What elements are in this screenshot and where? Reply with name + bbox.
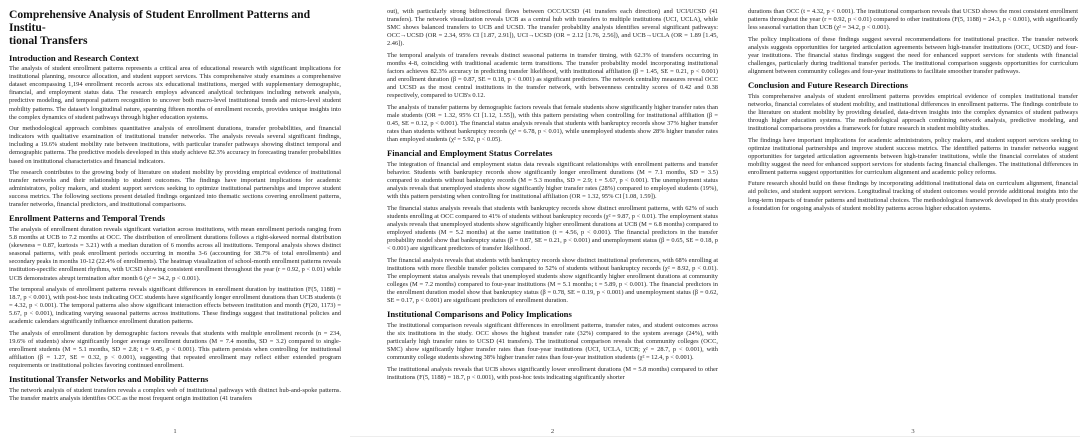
paragraph: out), with particularly strong bidirectional flows between OCC/UCSD (41 transfers each direction) and UCI/UCSD (41 transfers). The network visualization reveals UCB as a central hub with transfers to multiple institutions (UCI, UCLA), while SMC shows balanced transfers to UCB and UCSD. The transfer probability analysis identifies several significant pathways: OCC→UCSD (OR = 2.34, 95% CI [1.87, 2.91]), UCI→UCSD (OR = 2.12 [1.76, 2.56]), and UCB→UCLA (OR = 1.89 [1.45, 2.46]). (387, 8, 718, 48)
page-3 (748, 0, 1078, 439)
paragraph: The research contributes to the growing body of literature on student mobility by providing empirical evidence of institutional transfer networks and their relationship to student outcomes. The findings have important implications for academic administrators, policy makers, and student support services seeking to optimize institutional partnerships and improve student success metrics. The following sections present detailed findings organized into thematic sections covering enrollment patterns, transfer networks, financial predictors, and institutional comparisons. (9, 169, 341, 209)
page-bottom-edge (350, 436, 1080, 437)
page-number-1: 1 (173, 428, 177, 435)
section-heading-introduction: Introduction and Research Context (9, 52, 139, 63)
paragraph: The findings have important implications for academic administrators, policy makers, and student support services seeking to optimize institutional partnerships and improve student success metrics. The identified patterns in transfer networks suggest opportunities for targeted articulation agreements between high-transfer institutions, while the financial correlates of student mobility suggest the need for enhanced support services for students facing financial challenges. The institutional differences in enrollment patterns suggest opportunities for curriculum alignment and academic policy reforms. (748, 136, 1078, 176)
page-number-3: 3 (911, 428, 915, 435)
paragraph: The analysis of enrollment duration by demographic factors reveals that students with multiple enrollment records (n = 234, 19.6% of students) show significantly longer average enrollment durations (M = 7.4 months, SD = 3.2) compared to single-enrollment students (M = 5.1 months, SD = 2.8; t = 9.45, p < 0.001). This pattern persists when controlling for institutional affiliation (β = 1.27, SE = 0.32, p < 0.001), suggesting that repeated enrollment may reflect either extended program requirements or institutional policies favoring continued enrollment. (9, 329, 341, 370)
section-heading-conclusion: Conclusion and Future Research Directions (748, 80, 908, 91)
paragraph: The institutional comparison reveals significant differences in enrollment patterns, transfer rates, and student outcomes across the six institutions in the study. OCC shows the highest transfer rate (32%) compared to the system average (24%), with particularly high transfer rates to UCSD (41 transfers). The institutional comparison reveals that community colleges (OCC, SMC) show significantly higher transfer rates than four-year institutions (UCI, UCLA, UCB; χ² = 28.7, p < 0.001), with community college students showing 38% higher transfer rates than four-year institution students (χ² = 12.4, p < 0.001). (387, 321, 718, 362)
paragraph: The network analysis of student transfers reveals a complex web of institutional pathways with distinct hub-and-spoke patterns. The transfer matrix analysis identifies OCC as the most frequent origin institution (41 transfers (9, 386, 341, 402)
paragraph: The financial analysis reveals that students with bankruptcy records show distinct institutional preferences, with 68% enrolling at institutions with more flexible transfer policies compared to 52% of students without bankruptcy records (χ² = 8.92, p < 0.01). The employment status analysis reveals that unemployed students show significantly higher enrollment durations at community colleges (M = 7.2 months) compared to four-year institutions (M = 5.1 months; t = 5.89, p < 0.001). The financial predictors in the enrollment duration model show that bankruptcy status (β = 0.78, SE = 0.19, p < 0.001) and unemployment status (β = 0.62, SE = 0.17, p < 0.001) are significant predictors of enrollment duration. (387, 256, 718, 305)
document-title-line-2: tional Transfers (9, 34, 88, 48)
paragraph: This comprehensive analysis of student enrollment patterns provides empirical evidence of complex institutional transfer networks, financial correlates of student mobility, and institutional differences in enrollment patterns. The findings contribute to the literature on student mobility by providing detailed, data-driven insights into the complex dynamics of student pathways through higher education systems. The methodological approach combining network analysis, predictive modeling, and institutional comparisons provides a framework for future research in student mobility studies. (748, 92, 1078, 133)
paragraph: The financial status analysis reveals that students with bankruptcy records show distinct enrollment patterns, with 62% of such students enrolling at OCC compared to 41% of students without bankruptcy records (χ² = 9.87, p < 0.01). The employment status analysis reveals that unemployed students show significantly higher enrollment durations at UCB (M = 6.8 months) compared to employed students (M = 5.2 months) at the same institution (t = 4.56, p < 0.001). The financial predictors in the transfer probability model show that bankruptcy status (β = 0.87, SE = 0.21, p < 0.001) and unemployment status (β = 0.65, SE = 0.18, p < 0.001) are significant predictors of transfer likelihood. (387, 204, 718, 253)
section-heading-transfer-networks: Institutional Transfer Networks and Mobility Patterns (9, 374, 209, 385)
paragraph: The analysis of transfer patterns by demographic factors reveals that female students show significantly higher transfer rates than male students (OR = 1.32, 95% CI [1.12, 1.55]), with this pattern persisting when controlling for institutional affiliation (β = 0.45, SE = 0.12, p < 0.001). The financial status analysis reveals that students with bankruptcy records show 37% higher transfer rates than students without bankruptcy records (χ² = 6.78, p < 0.01), while unemployed students show 28% higher transfer rates than employed students (χ² = 5.92, p < 0.05). (387, 103, 718, 144)
section-heading-enrollment-patterns: Enrollment Patterns and Temporal Trends (9, 213, 165, 224)
paragraph: The institutional analysis reveals that UCB shows significantly lower enrollment durations (M = 5.8 months) compared to other institutions (F(5, 1188) = 18.7, p < 0.001), with post-hoc tests indicating significantly shorter (387, 365, 718, 381)
paragraph: Future research should build on these findings by incorporating additional institutional data on curriculum alignment, financial aid policies, and student support services. Longitudinal tracking of student outcomes would provide additional insights into the long-term impacts of transfer patterns and institutional choices. The methodological framework developed in this study provides a foundation for ongoing analysis of student mobility patterns across higher education systems. (748, 180, 1078, 212)
page-number-2: 2 (550, 428, 555, 435)
document-title (9, 8, 341, 48)
page-2 (387, 0, 718, 439)
paragraph: The temporal analysis of enrollment patterns reveals significant differences in enrollment duration by institution (F(5, 1188) = 18.7, p < 0.001), with post-hoc tests indicating OCC students have significantly longer enrollment durations than UCB students (t = 4.32, p < 0.001). The temporal patterns also show significant interaction effects between institution and month (F(20, 1173) = 5.67, p < 0.001), indicating varying seasonal patterns across institutions. These findings suggest that institutional policies and academic calendars significantly influence enrollment duration patterns. (9, 286, 341, 326)
document-title-line-1: Comprehensive Analysis of Student Enrollment Patterns and Institu- (9, 8, 311, 35)
paragraph: The policy implications of these findings suggest several recommendations for institutional practice. The transfer network analysis suggests opportunities for targeted articulation agreements between high-transfer institutions (OCC, UCSD) and four-year institutions. The financial status findings suggest the need for enhanced support services for students with financial challenges, particularly during traditional transfer periods. The institutional comparison suggests opportunities for curriculum alignment between community colleges and four-year institutions to facilitate smoother transfer pathways. (748, 35, 1078, 76)
section-heading-institutional-comparisons: Institutional Comparisons and Policy Implications (387, 309, 572, 320)
paragraph: The analysis of student enrollment patterns represents a critical area of educational research with significant implications for institutional planning, resource allocation, and student support services. This comprehensive study examines a comprehensive dataset encompassing 1,194 enrollment records across six educational institutions, merged with supplementary demographic, financial, and employment status data. The research employs advanced analytical techniques including network analysis, predictive modeling, and temporal pattern recognition to uncover both macro-level institutional trends and micro-level student mobility patterns. The dataset's longitudinal nature, spanning fifteen months of enrollment records, provides unique insights into the complex dynamics of student pathways through higher education systems. (9, 65, 341, 121)
paragraph: The integration of financial and employment status data reveals significant relationships with enrollment patterns and transfer behavior. Students with bankruptcy records show significantly longer enrollment durations (M = 7.1 months, SD = 3.5) compared to students without bankruptcy records (M = 5.3 months, SD = 2.9; t = 5.67, p < 0.001). The unemployment status analysis reveals that unemployed students show significantly higher transfer rates (28%) compared to employed students (19%), with this pattern persisting when controlling for institutional affiliation (OR = 1.32, 95% CI [1.08, 1.59]). (387, 160, 718, 201)
page-1 (9, 0, 341, 439)
paragraph: Our methodological approach combines quantitative analysis of enrollment durations, transfer probabilities, and financial indicators with qualitative examination of institutional transfer networks. The analysis reveals several significant findings, including a 19.6% student mobility rate between institutions, with particular transfer pathways showing distinct temporal and demographic patterns. The predictive models developed in this study achieve 82.3% accuracy in forecasting transfer probabilities based on institutional characteristics and financial indicators. (9, 125, 341, 165)
section-heading-financial-employment: Financial and Employment Status Correlates (387, 148, 553, 159)
paragraph: durations than OCC (t = 4.32, p < 0.001). The institutional comparison reveals that UCSD shows the most consistent enrollment patterns throughout the year (r = 0.92, p < 0.01) compared to other institutions (F(5, 1188) = 24.3, p < 0.001), with significantly less seasonal variation than UCB (χ² = 34.2, p < 0.001). (748, 8, 1078, 32)
paragraph: The temporal analysis of transfers reveals distinct seasonal patterns in transfer timing, with 62.3% of transfers occurring in months 4-8, coinciding with traditional academic term transitions. The transfer probability model incorporating institutional factors achieves 82.3% accuracy in predicting transfer likelihood, with institutional affiliation (β = 1.45, SE = 0.21, p < 0.001) and enrollment duration (β = 0.87, SE = 0.18, p < 0.001) as significant predictors. The network centrality measures reveal OCC and UCSD as the most central institutions in the transfer network, with betweenness centrality scores of 0.42 and 0.38 respectively, compared to UCB's 0.12. (387, 51, 718, 100)
paragraph: The analysis of enrollment duration reveals significant variation across institutions, with mean enrollment periods ranging from 5.8 months at UCB to 7.2 months at OCC. The distribution of enrollment durations follows a right-skewed normal distribution (skewness = 0.87, kurtosis = 3.21) with a median duration of 6 months across all institutions. Temporal analysis shows distinct seasonal patterns, with peak enrollment periods occurring in months 3-6 (accounting for 38.7% of total enrollments) and secondary peaks in months 10-12 (22.4% of enrollments). The heatmap visualization of school-month enrollment patterns reveals institution-specific enrollment rhythms, with UCSD showing consistent enrollment throughout the year (r = 0.92, p < 0.01) while UCB demonstrates abrupt termination after month 6 (χ² = 34.2, p < 0.001). (9, 225, 341, 282)
